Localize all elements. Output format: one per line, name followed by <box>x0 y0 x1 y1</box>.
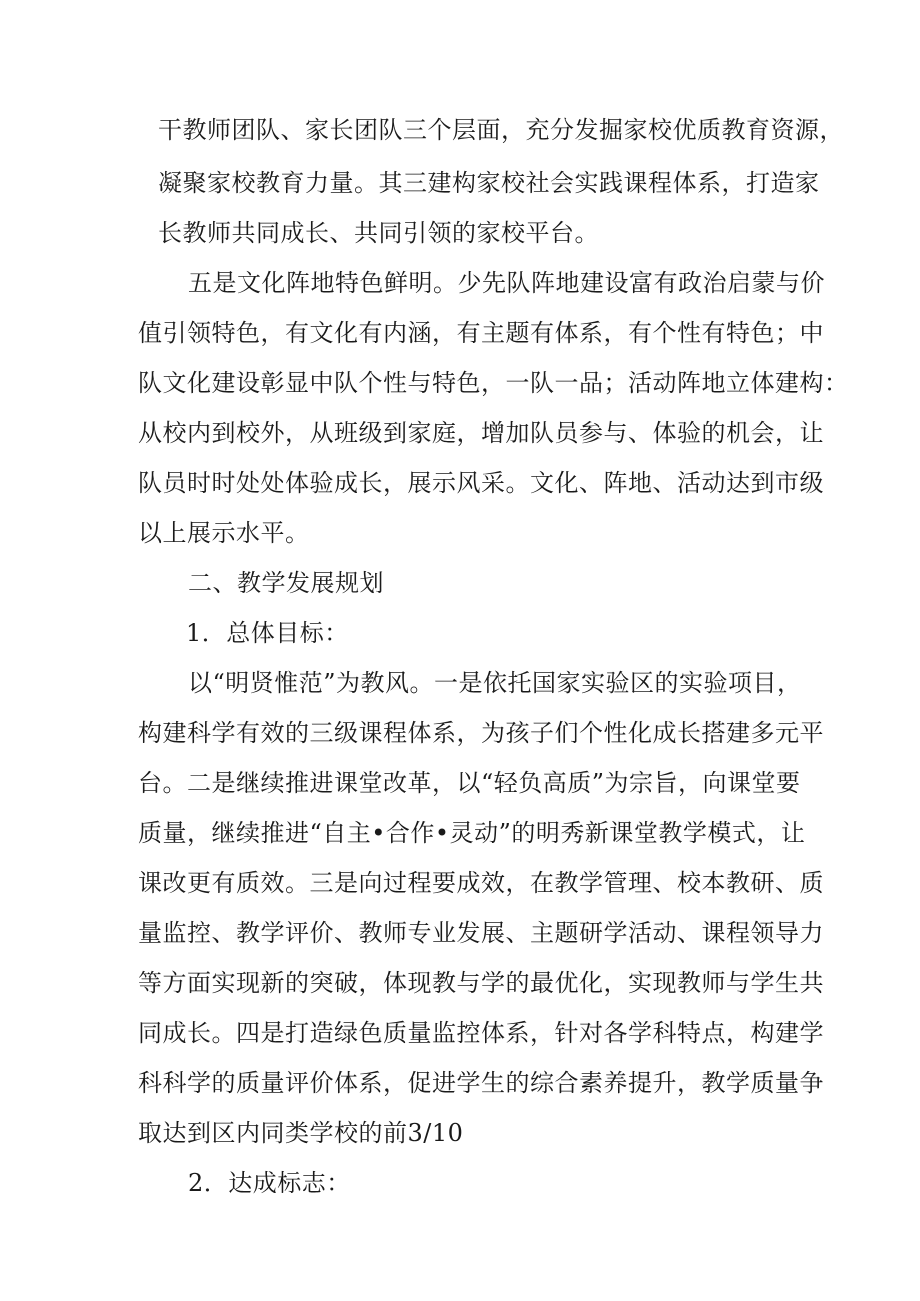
text-line: 课改更有质效。三是向过程要成效，在教学管理、校本教研、质 <box>138 869 824 897</box>
section-heading: 二、教学发展规划 <box>188 569 384 597</box>
text-line: 构建科学有效的三级课程体系，为孩子们个性化成长搭建多元平 <box>138 719 824 747</box>
text-line: 科科学的质量评价体系，促进学生的综合素养提升，教学质量争 <box>138 1069 824 1097</box>
text-line: 凝聚家校教育力量。其三建构家校社会实践课程体系，打造家 <box>158 169 820 197</box>
text-line: 长教师共同成长、共同引领的家校平台。 <box>158 219 599 247</box>
text-line: 五是文化阵地特色鲜明。少先队阵地建设富有政治启蒙与价 <box>188 269 825 297</box>
text-line: 等方面实现新的突破，体现教与学的最优化，实现教师与学生共 <box>138 969 824 997</box>
text-line: 队文化建设彰显中队个性与特色，一队一品；活动阵地立体建构： <box>138 369 849 397</box>
text-line: 取达到区内同类学校的前3/10 <box>138 1119 464 1147</box>
text-line: 质量，继续推进“自主•合作•灵动”的明秀新课堂教学模式，让 <box>138 819 806 847</box>
text-line: 从校内到校外，从班级到家庭，增加队员参与、体验的机会，让 <box>138 419 824 447</box>
text-line: 台。二是继续推进课堂改革，以“轻负高质”为宗旨，向课堂要 <box>138 769 801 797</box>
text-line: 干教师团队、家长团队三个层面，充分发掘家校优质教育资源， <box>158 116 844 144</box>
text-line: 同成长。四是打造绿色质量监控体系，针对各学科特点，构建学 <box>138 1019 824 1047</box>
subsection-heading: 1．总体目标： <box>186 619 349 647</box>
subsection-heading: 2．达成标志： <box>188 1169 351 1197</box>
text-line: 以“明贤惟范”为教风。一是依托国家实验区的实验项目， <box>188 669 802 697</box>
text-line: 量监控、教学评价、教师专业发展、主题研学活动、课程领导力 <box>138 919 824 947</box>
text-line: 队员时时处处体验成长，展示风采。文化、阵地、活动达到市级 <box>138 469 824 497</box>
text-line: 以上展示水平。 <box>138 519 310 547</box>
text-line: 值引领特色，有文化有内涵，有主题有体系，有个性有特色；中 <box>138 319 824 347</box>
